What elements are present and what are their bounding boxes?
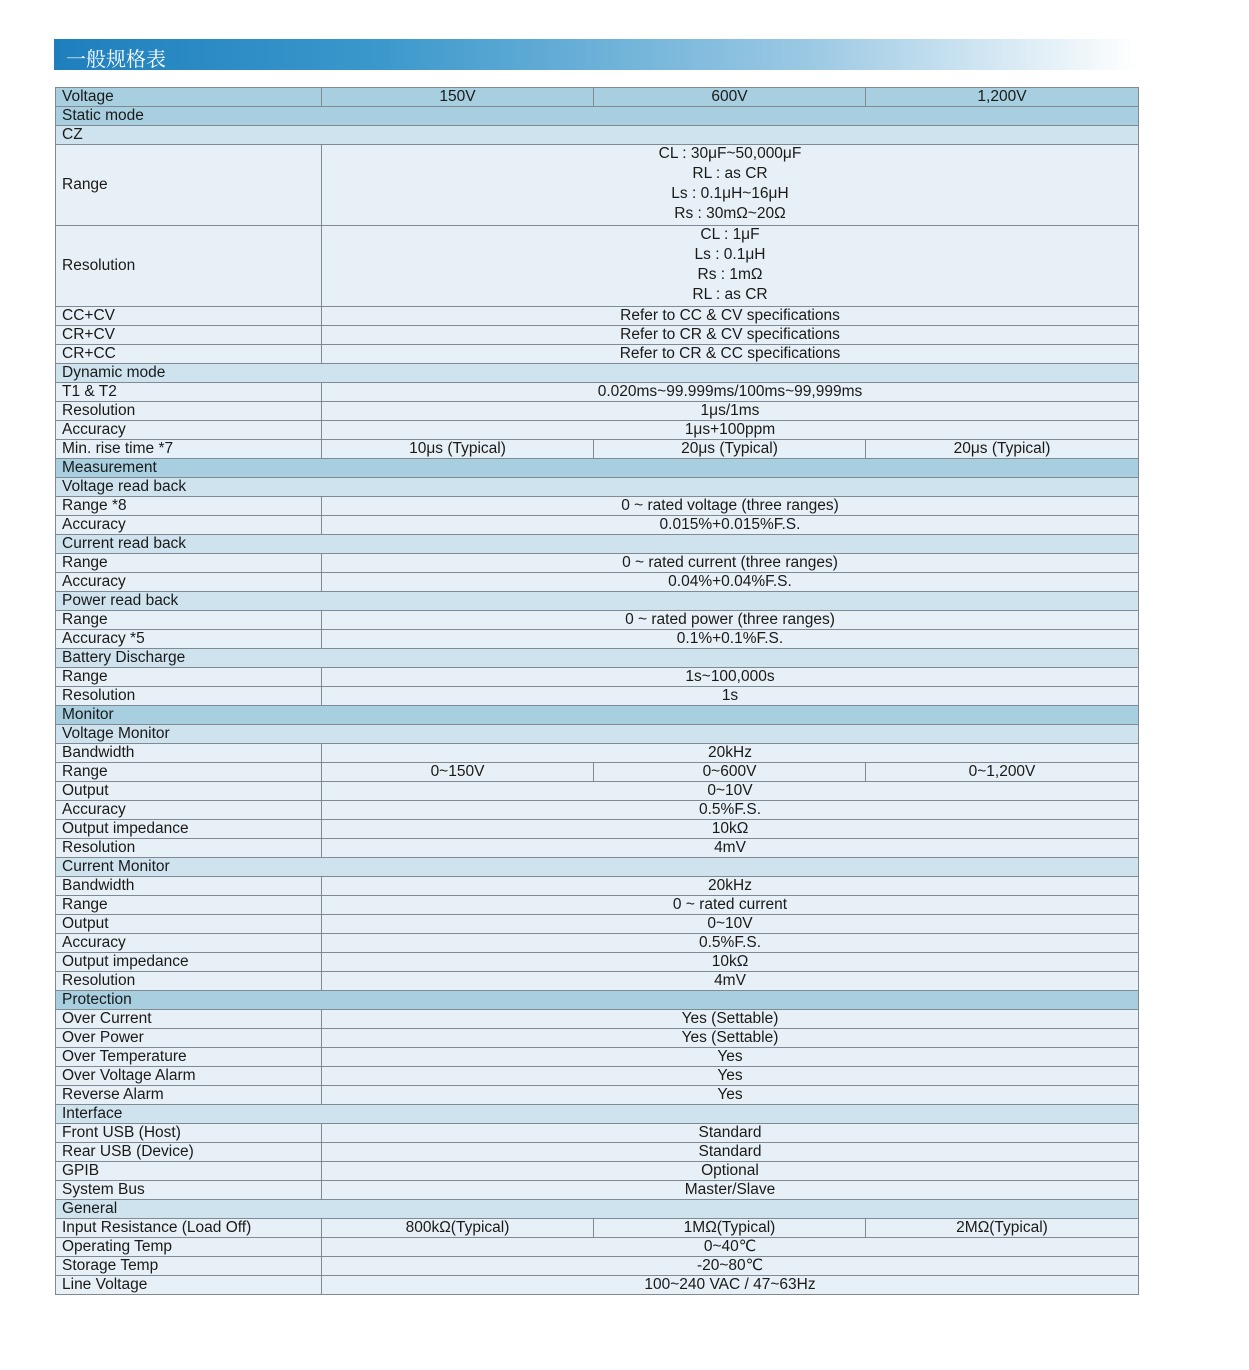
section-label: Static mode — [56, 107, 1139, 126]
row-label: Over Voltage Alarm — [56, 1067, 322, 1086]
value-line: CL : 1μF — [700, 226, 760, 243]
table-row — [56, 1238, 1139, 1257]
row-label: Accuracy — [56, 421, 322, 440]
table-row — [56, 573, 1139, 592]
table-row — [56, 1143, 1139, 1162]
row-value: 1s — [322, 687, 1139, 706]
row-value: Master/Slave — [322, 1181, 1139, 1200]
row-value: 0 ~ rated voltage (three ranges) — [322, 497, 1139, 516]
row-label: Bandwidth — [56, 877, 322, 896]
row-value: 0.1%+0.1%F.S. — [322, 630, 1139, 649]
section-row — [56, 706, 1139, 725]
subsection-label: Power read back — [56, 592, 1139, 611]
row-value: Refer to CR & CV specifications — [322, 326, 1139, 345]
row-label: Output — [56, 915, 322, 934]
table-row — [56, 1067, 1139, 1086]
row-label: GPIB — [56, 1162, 322, 1181]
row-label: Bandwidth — [56, 744, 322, 763]
table-row — [56, 896, 1139, 915]
row-value: 4mV — [322, 972, 1139, 991]
row-value: 20μs (Typical) — [594, 440, 866, 459]
subsection-label: CZ — [56, 126, 1139, 145]
table-row — [56, 1181, 1139, 1200]
row-value: 0.5%F.S. — [322, 801, 1139, 820]
table-row — [56, 497, 1139, 516]
table-row — [56, 953, 1139, 972]
subsection-label: General — [56, 1200, 1139, 1219]
row-value: Yes — [322, 1048, 1139, 1067]
row-label: Over Current — [56, 1010, 322, 1029]
row-value: 0.5%F.S. — [322, 934, 1139, 953]
row-value: 0~150V — [322, 763, 594, 782]
value-line: CL : 30μF~50,000μF — [658, 145, 802, 162]
section-title: 一般规格表 — [66, 47, 166, 71]
row-value: 1MΩ(Typical) — [594, 1219, 866, 1238]
row-label: Storage Temp — [56, 1257, 322, 1276]
row-label: Accuracy *5 — [56, 630, 322, 649]
column-header: 1,200V — [866, 88, 1139, 107]
row-label: Range — [56, 145, 322, 226]
row-value: 10kΩ — [322, 953, 1139, 972]
table-row — [56, 611, 1139, 630]
row-label: Over Power — [56, 1029, 322, 1048]
row-label: CR+CC — [56, 345, 322, 364]
table-row — [56, 1162, 1139, 1181]
table-row — [56, 1219, 1139, 1238]
table-row — [56, 782, 1139, 801]
row-label: Range — [56, 896, 322, 915]
table-row — [56, 1048, 1139, 1067]
row-label: Range — [56, 763, 322, 782]
row-value: 20μs (Typical) — [866, 440, 1139, 459]
spec-table — [55, 87, 1139, 1295]
table-row — [56, 1276, 1139, 1295]
subsection-row — [56, 1105, 1139, 1124]
value-line: RL : as CR — [692, 286, 768, 303]
table-row — [56, 687, 1139, 706]
column-header: 600V — [594, 88, 866, 107]
row-label: Range — [56, 554, 322, 573]
row-value: 1s~100,000s — [322, 668, 1139, 687]
subsection-label: Voltage Monitor — [56, 725, 1139, 744]
row-value: 0 ~ rated power (three ranges) — [322, 611, 1139, 630]
row-value: 0~600V — [594, 763, 866, 782]
row-label: Reverse Alarm — [56, 1086, 322, 1105]
row-label: Line Voltage — [56, 1276, 322, 1295]
table-row — [56, 421, 1139, 440]
row-label: T1 & T2 — [56, 383, 322, 402]
row-value: -20~80℃ — [322, 1257, 1139, 1276]
table-row — [56, 915, 1139, 934]
row-label: System Bus — [56, 1181, 322, 1200]
row-value: Standard — [322, 1143, 1139, 1162]
table-row — [56, 145, 1139, 226]
table-row — [56, 1029, 1139, 1048]
subsection-label: Current Monitor — [56, 858, 1139, 877]
row-label: Front USB (Host) — [56, 1124, 322, 1143]
table-row — [56, 383, 1139, 402]
row-label: Resolution — [56, 402, 322, 421]
row-value: 1μs+100ppm — [322, 421, 1139, 440]
table-row — [56, 1086, 1139, 1105]
row-label: Range — [56, 611, 322, 630]
subsection-label: Battery Discharge — [56, 649, 1139, 668]
row-label: Range — [56, 668, 322, 687]
row-value: Standard — [322, 1124, 1139, 1143]
section-row — [56, 107, 1139, 126]
row-label: Resolution — [56, 839, 322, 858]
table-row — [56, 877, 1139, 896]
section-row — [56, 991, 1139, 1010]
row-label: Min. rise time *7 — [56, 440, 322, 459]
row-value: 0~10V — [322, 782, 1139, 801]
subsection-row — [56, 364, 1139, 383]
table-header-row — [56, 88, 1139, 107]
row-value: Yes — [322, 1086, 1139, 1105]
table-row — [56, 226, 1139, 307]
section-title-banner — [54, 39, 1138, 70]
row-label: Range *8 — [56, 497, 322, 516]
value-line: Rs : 1mΩ — [697, 266, 763, 283]
subsection-label: Voltage read back — [56, 478, 1139, 497]
subsection-row — [56, 478, 1139, 497]
row-value: 10kΩ — [322, 820, 1139, 839]
subsection-row — [56, 535, 1139, 554]
row-value: 0 ~ rated current — [322, 896, 1139, 915]
value-line: RL : as CR — [692, 165, 768, 182]
subsection-label: Dynamic mode — [56, 364, 1139, 383]
value-line: Ls : 0.1μH — [694, 246, 766, 263]
subsection-label: Interface — [56, 1105, 1139, 1124]
row-value: 800kΩ(Typical) — [322, 1219, 594, 1238]
table-row — [56, 516, 1139, 535]
row-label: CR+CV — [56, 326, 322, 345]
row-value: Yes (Settable) — [322, 1029, 1139, 1048]
table-row — [56, 630, 1139, 649]
row-label: CC+CV — [56, 307, 322, 326]
table-row — [56, 326, 1139, 345]
table-row — [56, 972, 1139, 991]
table-row — [56, 440, 1139, 459]
row-label: Accuracy — [56, 801, 322, 820]
row-value: Yes — [322, 1067, 1139, 1086]
table-row — [56, 307, 1139, 326]
row-value: 0.04%+0.04%F.S. — [322, 573, 1139, 592]
row-label: Voltage — [56, 88, 322, 107]
row-value: 20kHz — [322, 877, 1139, 896]
table-row — [56, 934, 1139, 953]
row-value: 0 ~ rated current (three ranges) — [322, 554, 1139, 573]
row-value: 1μs/1ms — [322, 402, 1139, 421]
row-value: 100~240 VAC / 47~63Hz — [322, 1276, 1139, 1295]
subsection-row — [56, 858, 1139, 877]
row-value: 0~10V — [322, 915, 1139, 934]
table-row — [56, 1010, 1139, 1029]
table-row — [56, 554, 1139, 573]
subsection-row — [56, 592, 1139, 611]
row-label: Over Temperature — [56, 1048, 322, 1067]
row-label: Output impedance — [56, 953, 322, 972]
row-value: 20kHz — [322, 744, 1139, 763]
row-label: Resolution — [56, 687, 322, 706]
section-label: Protection — [56, 991, 1139, 1010]
row-value — [322, 145, 1139, 226]
row-value: 0~1,200V — [866, 763, 1139, 782]
column-header: 150V — [322, 88, 594, 107]
table-row — [56, 1124, 1139, 1143]
row-label: Resolution — [56, 972, 322, 991]
section-label: Monitor — [56, 706, 1139, 725]
table-row — [56, 839, 1139, 858]
row-label: Operating Temp — [56, 1238, 322, 1257]
row-label: Accuracy — [56, 934, 322, 953]
row-value: Refer to CR & CC specifications — [322, 345, 1139, 364]
table-row — [56, 1257, 1139, 1276]
table-row — [56, 668, 1139, 687]
table-row — [56, 763, 1139, 782]
row-label: Rear USB (Device) — [56, 1143, 322, 1162]
row-value: 2MΩ(Typical) — [866, 1219, 1139, 1238]
subsection-row — [56, 126, 1139, 145]
row-label: Input Resistance (Load Off) — [56, 1219, 322, 1238]
subsection-row — [56, 1200, 1139, 1219]
section-label: Measurement — [56, 459, 1139, 478]
value-line: Ls : 0.1μH~16μH — [671, 185, 789, 202]
row-label: Accuracy — [56, 516, 322, 535]
table-row — [56, 801, 1139, 820]
row-value: 10μs (Typical) — [322, 440, 594, 459]
row-label: Output — [56, 782, 322, 801]
table-row — [56, 345, 1139, 364]
row-value: 4mV — [322, 839, 1139, 858]
row-value: Refer to CC & CV specifications — [322, 307, 1139, 326]
table-row — [56, 820, 1139, 839]
row-value — [322, 226, 1139, 307]
table-row — [56, 402, 1139, 421]
subsection-label: Current read back — [56, 535, 1139, 554]
row-value: 0~40℃ — [322, 1238, 1139, 1257]
row-value: Yes (Settable) — [322, 1010, 1139, 1029]
row-value: 0.020ms~99.999ms/100ms~99,999ms — [322, 383, 1139, 402]
table-row — [56, 744, 1139, 763]
row-label: Resolution — [56, 226, 322, 307]
section-row — [56, 459, 1139, 478]
subsection-row — [56, 725, 1139, 744]
subsection-row — [56, 649, 1139, 668]
row-label: Output impedance — [56, 820, 322, 839]
value-line: Rs : 30mΩ~20Ω — [674, 205, 786, 222]
row-value: Optional — [322, 1162, 1139, 1181]
row-label: Accuracy — [56, 573, 322, 592]
row-value: 0.015%+0.015%F.S. — [322, 516, 1139, 535]
